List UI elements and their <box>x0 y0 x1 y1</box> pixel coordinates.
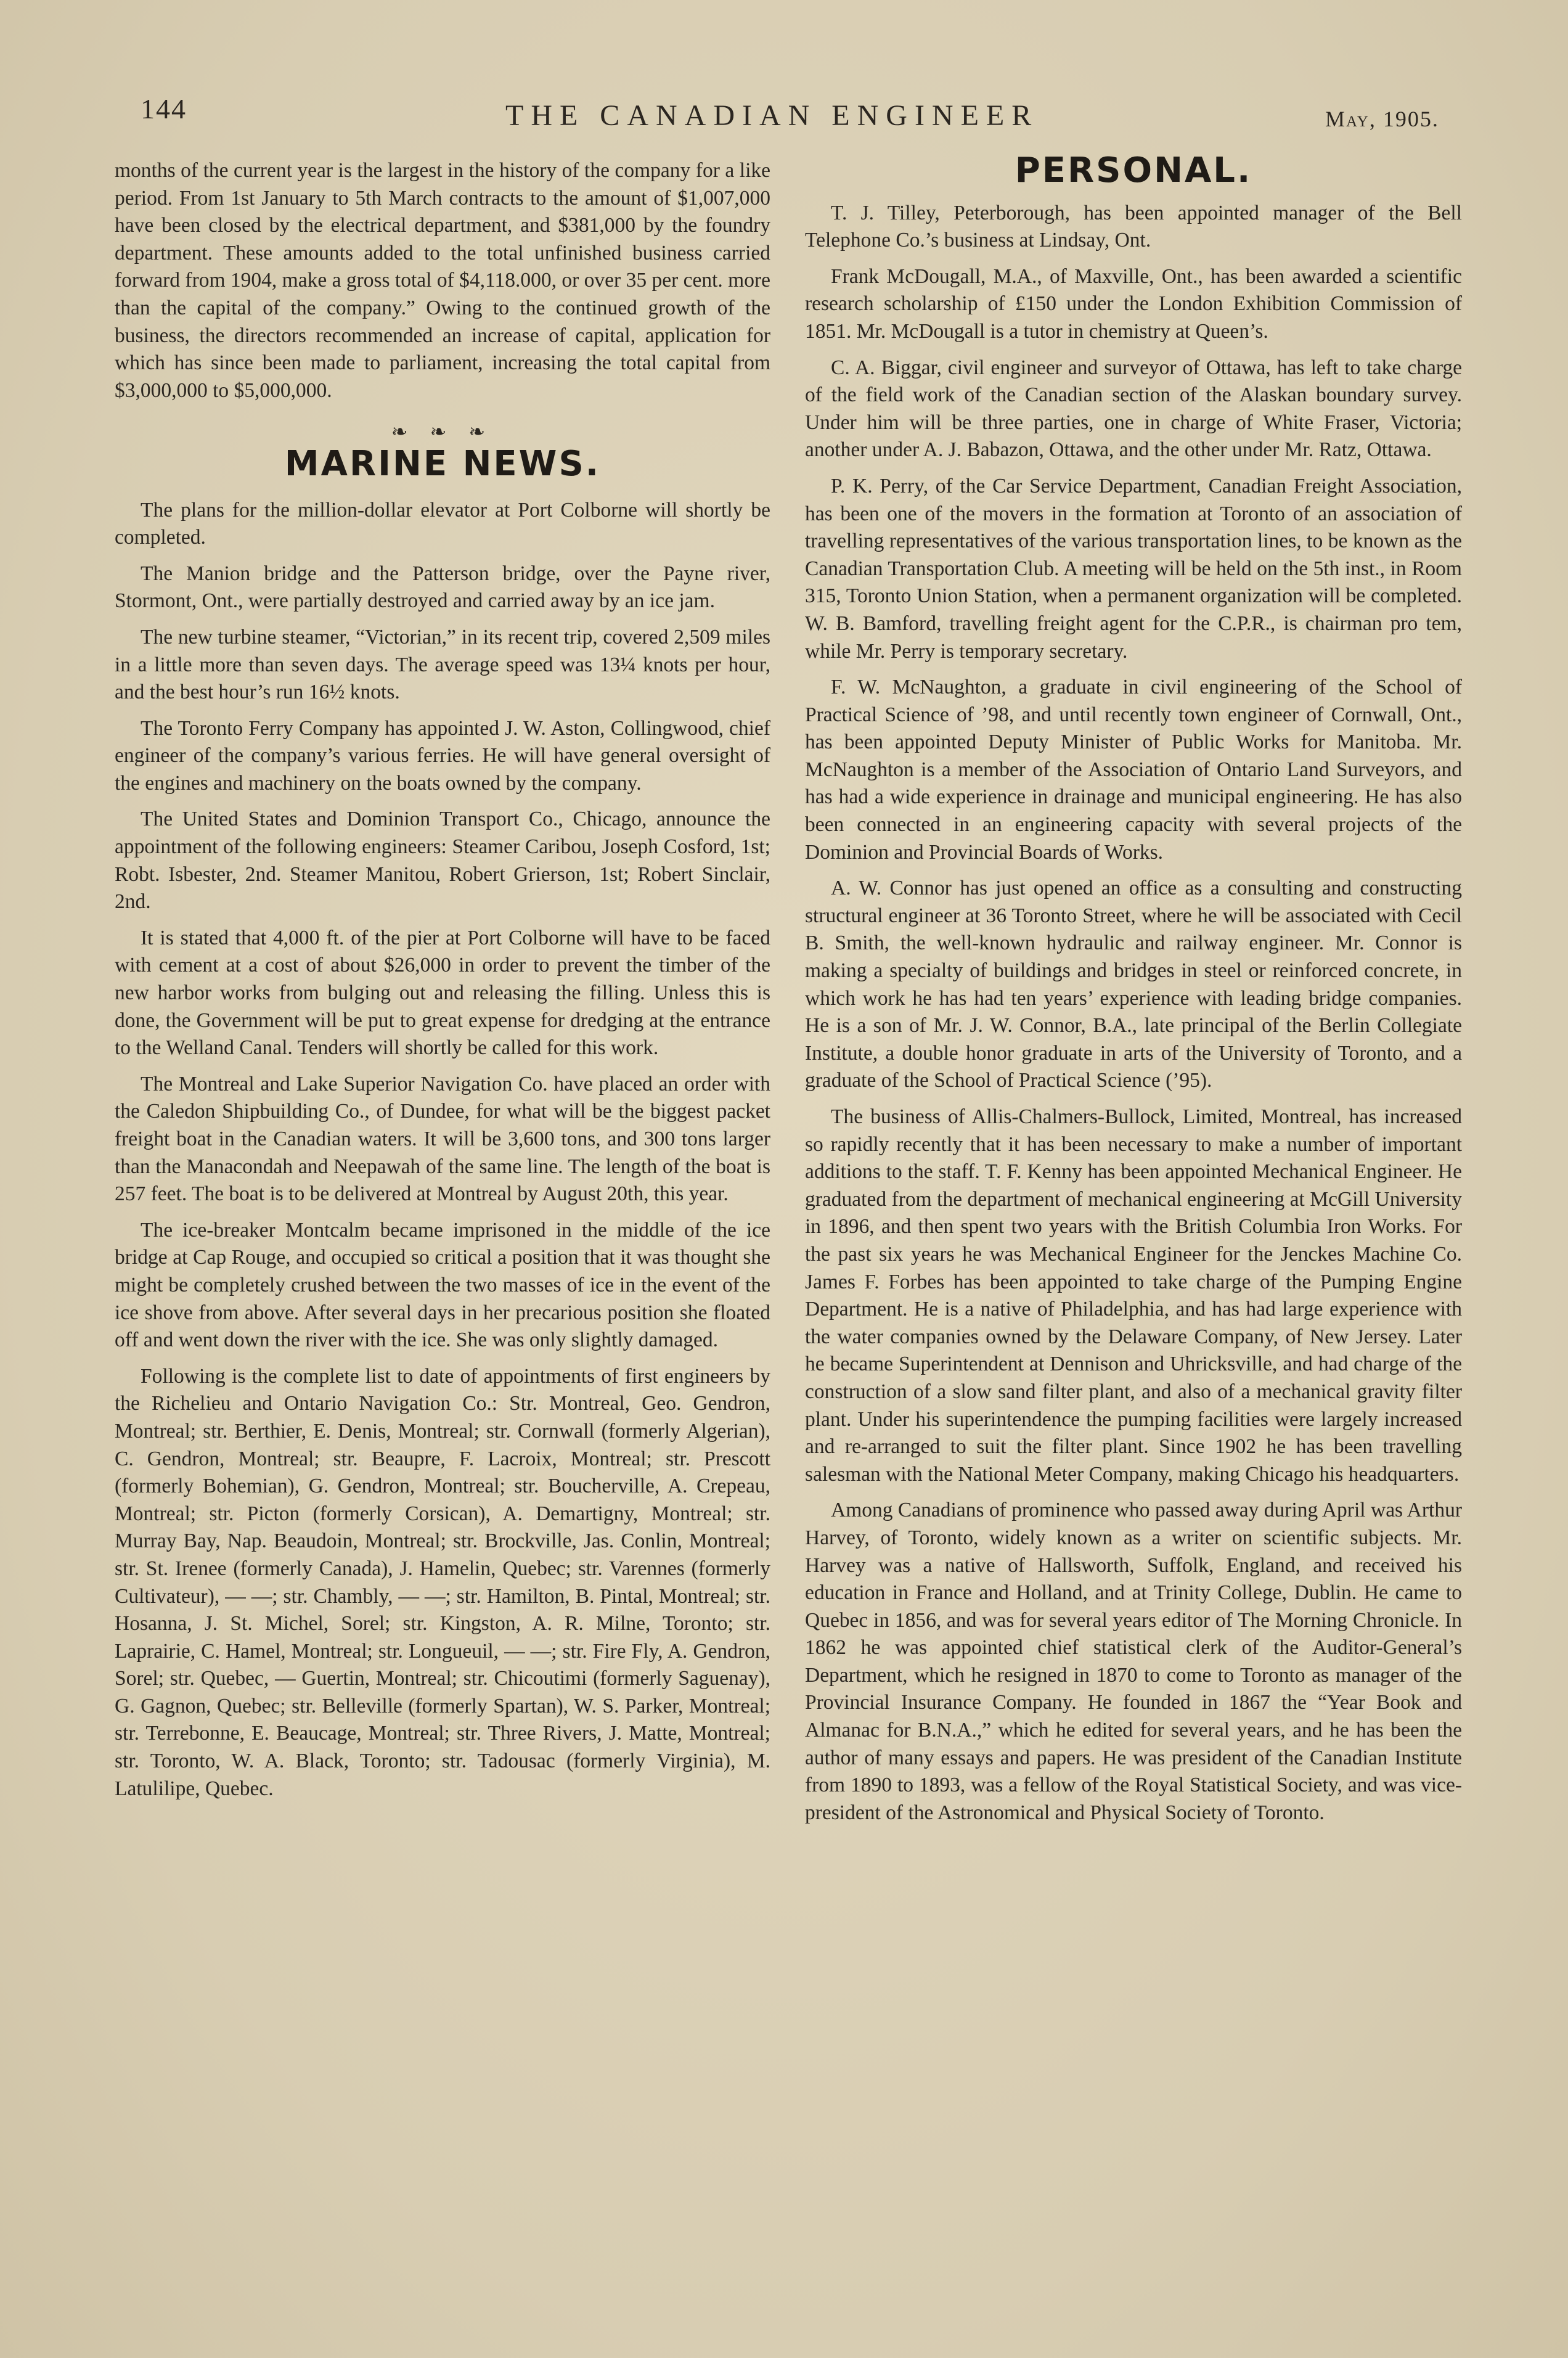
section-ornament: ❧ ❧ ❧ <box>391 420 494 443</box>
personal-item: F. W. McNaughton, a graduate in civil engineering of the School of Practical Science of ’98, and until recently town engineer of Cornwall, Ont., has been appointed Deputy Minister of Public Works for Manitoba. Mr. McNaughton is a member of the Association of Ontario Land Surveyors, and has had a wide experience in drainage and municipal engineering. He has also been connected in an engineering capacity with several projects of the Dominion and Provincial Boards of Works. <box>805 676 1462 864</box>
continued-paragraph: months of the current year is the largest in the history of the company for a like period. From 1st January to 5th March contracts to the amount of $1,007,000 have been closed by the electrical department, and $381,000 by the foundry department. These amounts added to the total unfinished business carried forward from 1904, make a gross total of $4,118.000, or over 35 per cent. more than the capital of the company.” Owing to the continued growth of the business, the directors recommended an increase of capital, application for which has since been made to parliament, increasing the total capital from $3,000,000 to $5,000,000. <box>115 159 770 402</box>
marine-news-item: Following is the complete list to date of appointments of first engineers by the Richelieu and Ontario Navigation Co.: Str. Montreal, Geo. Gendron, Montreal; str. Berthier, E. Denis, Montreal; str. Cornwall (formerly Algerian), C. Gendron, Montreal; str. Beaupre, F. Lacroix, Montreal; str. Prescott (formerly Bohemian), G. Gendron, Montreal; str. Boucherville, A. Crepeau, Montreal; str. Picton (formerly Corsican), A. Demartigny, Montreal; str. Murray Bay, Nap. Beaudoin, Montreal; str. Brockville, Jas. Conlin, Montreal; str. St. Irenee (formerly Canada), J. Hamelin, Quebec; str. Varennes (formerly Cultivateur), — —; str. Chambly, — —; str. Hamilton, B. Pintal, Montreal; str. Hosanna, J. St. Michel, Sorel; str. Kingston, A. R. Milne, Toronto; str. Laprairie, C. Hamel, Montreal; str. Longueuil, — —; str. Fire Fly, A. Gendron, Sorel; str. Quebec, — Guertin, Montreal; str. Chicoutimi (formerly Saguenay), G. Gagnon, Quebec; str. Belleville (formerly Spartan), W. S. Parker, Montreal; str. Terrebonne, E. Beaucage, Montreal; str. Three Rivers, J. Matte, Montreal; str. Toronto, W. A. Black, Toronto; str. Tadousac (formerly Virginia), M. Latulilipe, Quebec. <box>115 1364 770 1800</box>
marine-news-item: The United States and Dominion Transport Co., Chicago, announce the appointment of the following engineers: Steamer Caribou, Joseph Cosford, 1st; Robt. Isbester, 2nd. Steamer Manitou, Robert Grierson, 1st; Robert Sinclair, 2nd. <box>115 808 770 914</box>
personal-item: Frank McDougall, M.A., of Maxville, Ont., has been awarded a scientific research scholarship of £150 under the London Exhibition Commission of 1851. Mr. McDougall is a tutor in chemistry at Queen’s. <box>805 264 1462 343</box>
personal-item: A. W. Connor has just opened an office as a consulting and constructing structural engineer at 36 Toronto Street, where he will be associated with Cecil B. Smith, the well-known hydraulic and railway engineer. Mr. Connor is making a specialty of buildings and bridges in steel or reinforced concrete, in which work he has had ten years’ experience with leading bridge companies. He is a son of Mr. J. W. Connor, B.A., late principal of the Berlin Collegiate Institute, a double honor graduate in arts of the University of Toronto, and a graduate of the School of Practical Science (’95). <box>805 877 1462 1092</box>
left-column <box>115 157 770 1811</box>
marine-news-item: The Toronto Ferry Company has appointed J. W. Aston, Collingwood, chief engineer of the company’s various ferries. He will have general oversight of the engines and machinery on the boats owned by the company. <box>115 716 770 795</box>
journal-title: THE CANADIAN ENGINEER <box>505 99 1039 132</box>
personal-item: T. J. Tilley, Peterborough, has been appointed manager of the Bell Telephone Co.’s business at Lindsay, Ont. <box>805 201 1462 252</box>
marine-news-item: The Montreal and Lake Superior Navigation Co. have placed an order with the Caledon Shipbuilding Co., of Dundee, for what will be the biggest packet freight boat in the Canadian waters. It will be 3,600 tons, and 300 tons larger than the Manacondah and Neepawah of the same line. The length of the boat is 257 feet. The boat is to be delivered at Montreal by August 20th, this year. <box>115 1072 770 1206</box>
personal-item: Among Canadians of prominence who passed away during April was Arthur Harvey, of Toronto, widely known as a writer on scientific subjects. Mr. Harvey was a native of Hallsworth, Suffolk, England, and received his education in France and Holland, and at Trinity College, Dublin. He came to Quebec in 1856, and was for several years editor of The Morning Chronicle. In 1862 he was appointed chief statistical clerk of the Auditor-General’s Department, which he resigned in 1870 to come to Toronto as manager of the Provincial Insurance Company. He founded in 1867 the “Year Book and Almanac for B.N.A.,” which he edited for several years, and he has been the author of many essays and papers. He was president of the Canadian Institute from 1890 to 1893, was a fellow of the Royal Statistical Society, and was vice-president of the Astronomical and Physical Society of Toronto. <box>805 1499 1462 1824</box>
issue-date: May, 1905. <box>1325 107 1439 131</box>
marine-news-item: The Manion bridge and the Patterson bridge, over the Payne river, Stormont, Ont., were partially destroyed and carried away by an ice jam. <box>115 562 770 613</box>
personal-item: P. K. Perry, of the Car Service Department, Canadian Freight Association, has been one of the movers in the formation at Toronto of an association of travelling representatives of the various transportation lines, to be known as the Canadian Transportation Club. A meeting will be held on the 5th inst., in Room 315, Toronto Union Station, when a permanent organization will be completed. W. B. Bamford, travelling freight agent for the C.P.R., is chairman pro tem, while Mr. Perry is temporary secretary. <box>805 474 1462 663</box>
marine-news-item: The new turbine steamer, “Victorian,” in its recent trip, covered 2,509 miles in a little more than seven days. The average speed was 13¼ knots per hour, and the best hour’s run 16½ knots. <box>115 625 770 704</box>
page-number: 144 <box>141 93 187 125</box>
marine-news-heading: MARINE NEWS. <box>284 443 601 484</box>
personal-heading: PERSONAL. <box>1015 150 1252 190</box>
right-column <box>805 150 1462 1835</box>
marine-news-item: It is stated that 4,000 ft. of the pier at Port Colborne will have to be faced with cement at a cost of about $26,000 in order to prevent the timber of the new harbor works from bulging out and releasing the filling. Unless this is done, the Government will be put to great expense for dredging at the entrance to the Welland Canal. Tenders will shortly be called for this work. <box>115 926 770 1060</box>
personal-item: C. A. Biggar, civil engineer and surveyor of Ottawa, has left to take charge of the field work of the Canadian section of the Alaskan boundary survey. Under him will be three parties, one in charge of White Fraser, Victoria; another under A. J. Babazon, Ottawa, and the other under Mr. Ratz, Ottawa. <box>805 356 1462 462</box>
marine-news-item: The plans for the million-dollar elevator at Port Colborne will shortly be completed. <box>115 498 770 549</box>
personal-item: The business of Allis-Chalmers-Bullock, Limited, Montreal, has increased so rapidly recently that it has been necessary to make a number of important additions to the staff. T. F. Kenny has been appointed Mechanical Engineer. He graduated from the department of mechanical engineering at McGill University in 1896, and then spent two years with the British Columbia Iron Works. For the past six years he was Mechanical Engineer for the Jenckes Machine Co. James F. Forbes has been appointed to take charge of the Pumping Engine Department. He is a native of Philadelphia, and has had large experience with the water companies owned by the Delaware Company, of New Jersey. Later he became Superintendent at Dennison and Uhricksville, and had charge of the construction of a slow sand filter plant, and also of a mechanical gravity filter plant. Under his superintendence the pumping facilities were largely increased and re-arranged to suit the filter plant. Since 1902 he has been travelling salesman with the National Meter Company, making Chicago his headquarters. <box>805 1105 1462 1486</box>
marine-news-item: The ice-breaker Montcalm became imprisoned in the middle of the ice bridge at Cap Rouge, and occupied so critical a position that it was thought she might be completely crushed between the two masses of ice in the event of the ice shove from above. After several days in her precarious position she floated off and went down the river with the ice. She was only slightly damaged. <box>115 1218 770 1352</box>
